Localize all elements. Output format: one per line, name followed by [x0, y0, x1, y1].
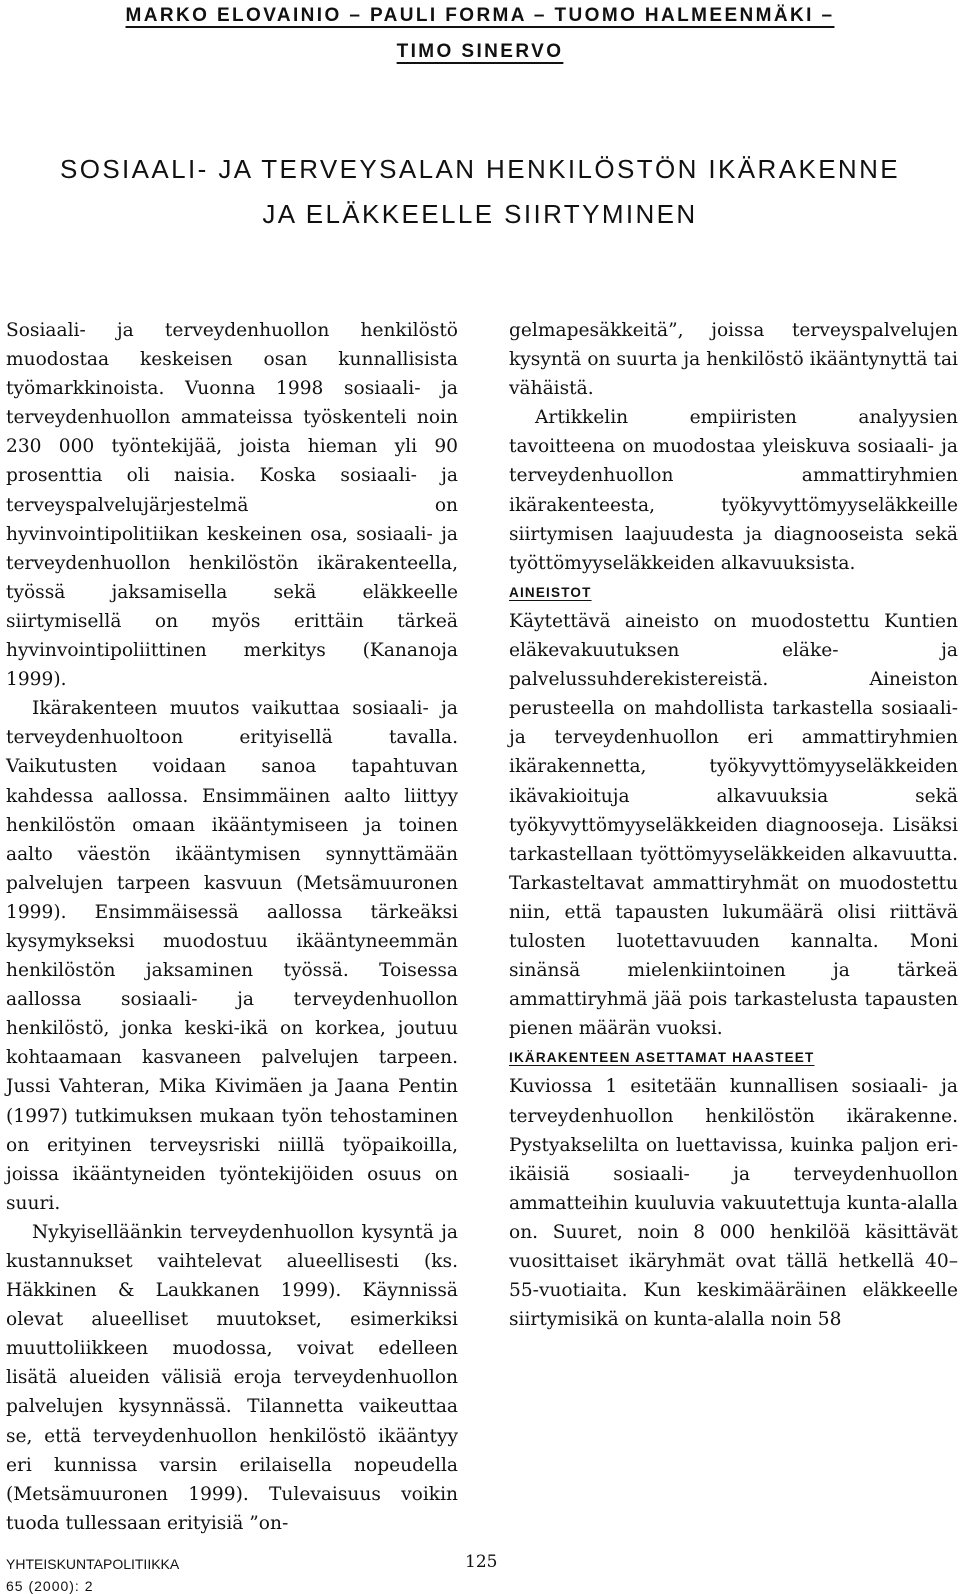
body-paragraph: Sosiaali- ja terveydenhuollon henkilöstö muodostaa keskeisen osan kunnallisista työmarkkinoista. Vuonna 1998 sosiaali- ja terveydenhuollon ammateissa työskenteli noin 230 000 työntekijää, joista hieman yli 90 prosenttia oli naisia. Koska sosiaali- ja terveyspalvelujärjestelmä on hyvinvointipolitiikan keskeinen osa, sosiaali- ja terveydenhuollon henkilöstön ikärakenteella, työssä jaksamisella sekä eläkkeelle siirtymisellä on myös erittäin tärkeä hyvinvointipoliittinen merkitys (Kananoja 1999).	[6, 320, 458, 691]
section-heading-ikarakenteen-haasteet: IKÄRAKENTEEN ASETTAMAT HAASTEET	[509, 1050, 815, 1066]
journal-name: YHTEISKUNTAPOLITIIKKA	[6, 1556, 180, 1572]
right-column	[509, 316, 958, 1334]
body-paragraph: Käytettävä aineisto on muodostettu Kuntien eläkevakuutuksen eläke- ja palvelussuhderekistereistä. Aineiston perusteella on mahdollista tarkastella sosiaali- ja terveydenhuollon eri ammattiryhmien ikärakennetta, työkyvyttömyyseläkkeiden ikävakioituja alkavuuksia sekä työkyvyttömyyseläkkeiden diagnooseja. Lisäksi tarkastellaan työttömyyseläkkeiden alkavuutta. Tarkasteltavat ammattiryhmät on muodostettu niin, että tapausten lukumäärä olisi riittävä tulosten luotettavuuden kannalta. Moni sinänsä mielenkiintoinen ja tärkeä ammattiryhmä jää pois tarkastelusta tapausten pienen määrän vuoksi.	[509, 610, 958, 1040]
authors-line-1: MARKO ELOVAINIO – PAULI FORMA – TUOMO HALMEENMÄKI –	[125, 5, 835, 26]
section-heading-aineistot: AINEISTOT	[509, 584, 592, 600]
body-paragraph: Nykyiselläänkin terveydenhuollon kysyntä ja kustannukset vaihtelevat alueellisesti (ks. Häkkinen & Laukkanen 1999). Käynnissä olevat alueelliset muutokset, esimerkiksi muuttoliikkeen muodossa, voivat edelleen lisätä alueiden välisiä eroja terveydenhuollon palvelujen kysynnässä. Tilannetta vaikeuttaa se, että terveydenhuollon henkilöstö ikääntyy eri kunnissa varsin erilaisella nopeudella (Metsämuuronen 1999). Tulevaisuus voikin tuoda tullessaan erityisiä ”on-	[6, 1221, 458, 1534]
body-paragraph: gelmapesäkkeitä”, joissa terveyspalvelujen kysyntä on suurta ja henkilöstö ikääntynyttä tai vähäistä.	[509, 320, 958, 400]
journal-issue: 65 (2000): 2	[6, 1578, 94, 1594]
authors-line-2: TIMO SINERVO	[396, 41, 564, 62]
body-paragraph: Kuviossa 1 esitetään kunnallisen sosiaali- ja terveydenhuollon henkilöstön ikärakenne. Pystyakselilta on luettavissa, kuinka paljon eri-ikäisiä sosiaali- ja terveydenhuollon ammatteihin kuuluvia vakuutettuja kunta-alalla on. Suuret, noin 8 000 henkilöä käsittävät vuosittaiset ikäryhmät ovat tällä hetkellä 40–55-vuotiaita. Kun keskimääräinen eläkkeelle siirtymisikä on kunta-alalla noin 58	[509, 1076, 958, 1331]
body-paragraph: Artikkelin empiiristen analyysien tavoitteena on muodostaa yleiskuva sosiaali- ja terveydenhuollon ammattiryhmien ikärakenteesta, työkyvyttömyyseläkkeille siirtymisen laajuudesta ja diagnooseista sekä työttömyyseläkkeiden alkavuuksista.	[509, 407, 958, 574]
page-number: 125	[465, 1552, 498, 1572]
article-title-line-1: SOSIAALI- JA TERVEYSALAN HENKILÖSTÖN IKÄRAKENNE	[59, 154, 901, 184]
left-column	[6, 316, 458, 1538]
article-title-line-2: JA ELÄKKEELLE SIIRTYMINEN	[262, 199, 698, 229]
body-paragraph: Ikärakenteen muutos vaikuttaa sosiaali- ja terveydenhuoltoon erityisellä tavalla. Vaikutusten voidaan sanoa tapahtuvan kahdessa aallossa. Ensimmäinen aalto liittyy henkilöstön omaan ikääntymiseen ja toinen aalto väestön ikääntymisen synnyttämään palvelujen tarpeen kasvuun (Metsämuuronen 1999). Ensimmäisessä aallossa tärkeäksi kysymykseksi muodostuu ikääntyneemmän henkilöstön jaksaminen työssä. Toisessa aallossa sosiaali- ja terveydenhuollon henkilöstö, jonka keski-ikä on korkea, joutuu kohtaamaan kasvaneen palvelujen tarpeen. Jussi Vahteran, Mika Kivimäen ja Jaana Pentin (1997) tutkimuksen mukaan työn tehostaminen on erityinen terveysriski niillä työpaikoilla, joissa ikääntyneiden työntekijöiden osuus on suuri.	[6, 698, 458, 1214]
